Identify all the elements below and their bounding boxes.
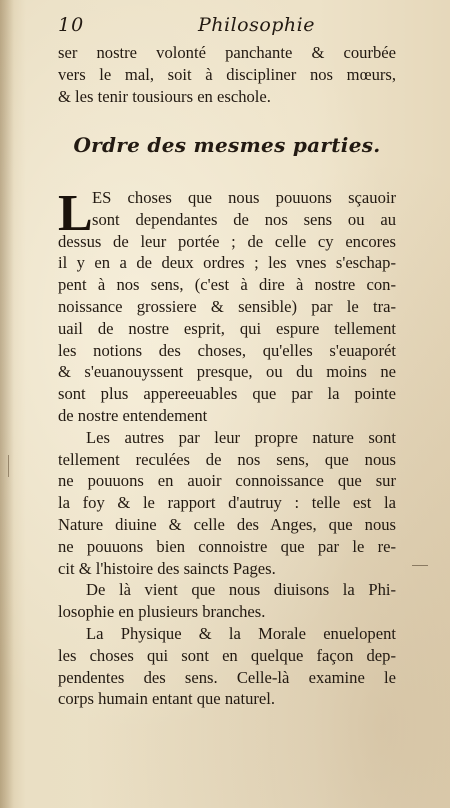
text-line: De là vient que nous diuisons la Phi- bbox=[86, 580, 396, 600]
text-line: & les tenir tousiours en eschole. bbox=[58, 86, 271, 106]
text-line: de nostre entendement bbox=[58, 405, 208, 425]
text-line: La Physique & la Morale enuelopent bbox=[86, 623, 396, 643]
paragraph bbox=[58, 427, 396, 580]
text-line: noissance grossiere & sensible) par le tra- bbox=[58, 296, 396, 316]
text-line: ser nostre volonté panchante & courbée bbox=[58, 43, 396, 62]
gutter-shadow bbox=[0, 0, 14, 808]
text-line: Les autres par leur propre nature sont bbox=[86, 427, 396, 447]
text-line: sont plus appereeuables que par la pointe bbox=[58, 384, 396, 404]
running-title: Philosophie bbox=[197, 14, 315, 36]
text-line: ES choses que nous pouuons sçauoir bbox=[92, 188, 396, 207]
text-line: ne pouuons bien connoistre que par le re- bbox=[58, 536, 396, 556]
drop-cap: L bbox=[58, 185, 93, 242]
text-line: corps humain entant que naturel. bbox=[58, 689, 276, 709]
paragraph bbox=[58, 579, 396, 623]
paragraph bbox=[58, 623, 396, 710]
text-line: losophie en plusieurs branches. bbox=[58, 602, 266, 622]
page-number: 10 bbox=[58, 14, 85, 36]
text-line: sont dependantes de nos sens ou au bbox=[92, 209, 396, 229]
body-text bbox=[58, 187, 396, 710]
text-line: les choses qui sont en quelque façon dep- bbox=[58, 645, 396, 665]
text-line: ne pouuons en auoir connoissance que sur bbox=[58, 471, 396, 491]
margin-mark bbox=[2, 455, 9, 477]
text-line: tellement reculées de nos sens, que nous bbox=[58, 449, 396, 469]
text-line: les notions des choses, qu'elles s'euaporét bbox=[58, 340, 396, 360]
margin-dash bbox=[412, 565, 428, 566]
text-line: Nature diuine & celle des Anges, que nous bbox=[58, 514, 396, 534]
text-line: la foy & le rapport d'autruy : telle est la bbox=[58, 493, 396, 513]
continued-text bbox=[58, 42, 396, 107]
text-line: cit & l'histoire des saincts Pages. bbox=[58, 558, 276, 578]
paragraph bbox=[58, 187, 396, 427]
text-line: uail de nostre esprit, qui espure tellement bbox=[58, 318, 396, 338]
section-title: Ordre des mesmes parties. bbox=[73, 133, 381, 157]
text-line: vers le mal, soit à discipliner nos mœurs, bbox=[58, 64, 396, 84]
text-line: pendentes des sens. Celle-là examine le bbox=[58, 667, 396, 687]
text-line: pent à nos sens, (c'est à dire à nostre con- bbox=[58, 275, 396, 295]
text-line: dessus de leur portée ; de celle cy encores bbox=[58, 231, 396, 251]
text-line: il y en a de deux ordres ; les vnes s'eschap- bbox=[58, 253, 396, 273]
text-line: & s'euanouyssent presque, ou du moins ne bbox=[58, 362, 396, 382]
page-header bbox=[58, 14, 393, 38]
